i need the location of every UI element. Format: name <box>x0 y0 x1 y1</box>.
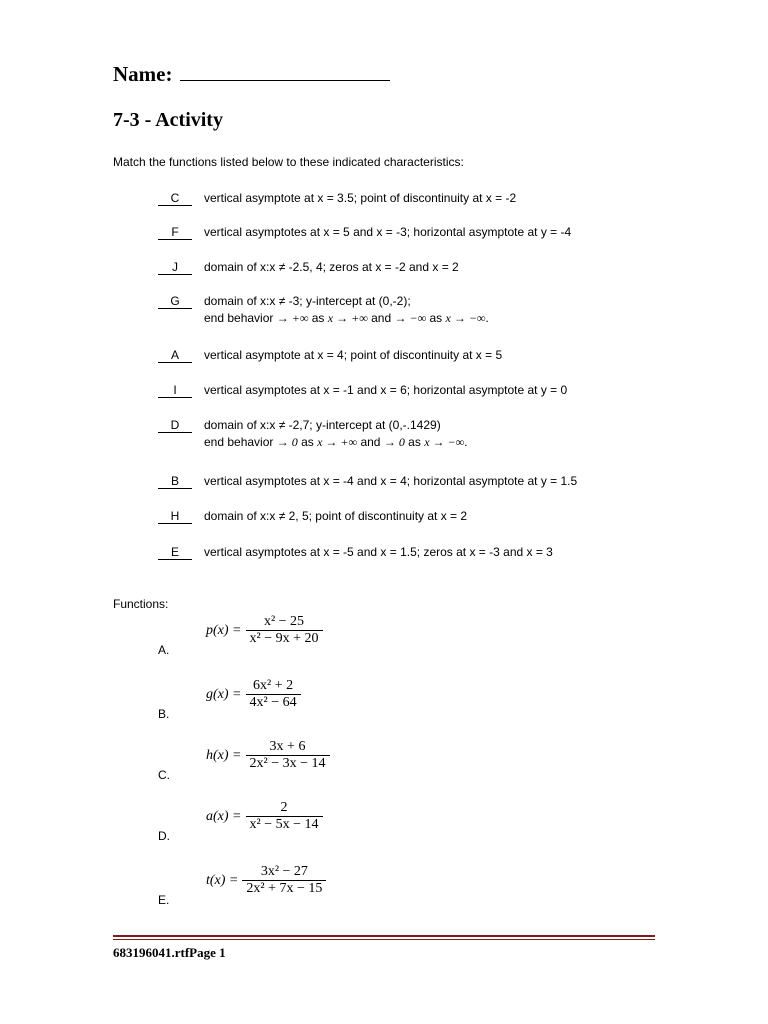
answer-blank: D <box>158 418 192 433</box>
and-word: and <box>371 311 392 325</box>
function-lhs: h(x) = <box>206 747 242 763</box>
numerator: 3x² − 27 <box>260 864 308 879</box>
match-item <box>158 509 468 524</box>
characteristic-text: domain of x:x ≠ 2, 5; point of discontinuity at x = 2 <box>204 509 468 523</box>
functions-heading: Functions: <box>113 597 169 611</box>
period: . <box>464 435 468 449</box>
answer-blank: A <box>158 348 192 363</box>
and-word: and <box>360 435 381 449</box>
function-letter: B. <box>158 707 170 721</box>
numerator: 2 <box>280 800 288 815</box>
characteristic-text: vertical asymptotes at x = -4 and x = 4; horizontal asymptote at y = 1.5 <box>204 474 578 488</box>
function-letter: D. <box>158 829 170 843</box>
footer-rule-thin <box>113 939 655 940</box>
denominator: x² − 9x + 20 <box>246 630 323 647</box>
denominator: x² − 5x − 14 <box>246 816 323 833</box>
answer-blank: J <box>158 260 192 275</box>
function-letter: A. <box>158 643 170 657</box>
end-behavior-line <box>204 311 489 326</box>
fraction <box>246 678 301 711</box>
function-letter: C. <box>158 768 170 782</box>
limit-left-value: → −∞ <box>394 311 427 325</box>
answer-blank: G <box>158 294 192 309</box>
denominator: 4x² − 64 <box>246 694 301 711</box>
function-formula <box>206 800 323 833</box>
answer-blank: C <box>158 191 192 206</box>
match-item <box>158 260 459 275</box>
limit-right-value: → +∞ <box>276 311 309 325</box>
x-to-minus-infinity: x → −∞ <box>445 311 486 325</box>
as-word: as <box>301 435 314 449</box>
characteristic-text: vertical asymptote at x = 3.5; point of discontinuity at x = -2 <box>204 191 517 205</box>
limit-right-value: → 0 <box>276 435 298 449</box>
characteristic-text: vertical asymptotes at x = -1 and x = 6; horizontal asymptote at y = 0 <box>204 383 568 397</box>
match-item <box>158 225 572 240</box>
match-item <box>158 418 468 449</box>
answer-blank: F <box>158 225 192 240</box>
function-letter: E. <box>158 893 170 907</box>
page-title: 7-3 - Activity <box>113 109 223 131</box>
fraction <box>246 614 323 647</box>
match-item <box>158 545 553 560</box>
end-behavior-label: end behavior <box>204 435 274 449</box>
characteristic-text: vertical asymptotes at x = 5 and x = -3; horizontal asymptote at y = -4 <box>204 225 572 239</box>
characteristic-text: vertical asymptote at x = 4; point of discontinuity at x = 5 <box>204 348 503 362</box>
match-item <box>158 294 489 325</box>
answer-blank: E <box>158 545 192 560</box>
numerator: 3x + 6 <box>269 739 306 754</box>
denominator: 2x² + 7x − 15 <box>242 880 326 897</box>
instructions: Match the functions listed below to these indicated characteristics: <box>113 155 464 169</box>
fraction <box>246 800 323 833</box>
numerator: x² − 25 <box>263 614 305 629</box>
match-item <box>158 383 568 398</box>
characteristic-text: vertical asymptotes at x = -5 and x = 1.5; zeros at x = -3 and x = 3 <box>204 545 553 559</box>
function-formula <box>206 739 330 772</box>
answer-blank: H <box>158 509 192 524</box>
x-to-plus-infinity: x → +∞ <box>317 435 358 449</box>
characteristic-text: domain of x:x ≠ -3; y-intercept at (0,-2); <box>204 294 411 308</box>
page-footer: 683196041.rtfPage 1 <box>113 945 226 960</box>
footer-rule <box>113 935 655 937</box>
limit-left-value: → 0 <box>383 435 405 449</box>
name-label: Name: <box>113 62 173 86</box>
answer-blank: B <box>158 474 192 489</box>
x-to-plus-infinity: x → +∞ <box>327 311 368 325</box>
period: . <box>485 311 489 325</box>
characteristic-text: domain of x:x ≠ -2,7; y-intercept at (0,-.1429) <box>204 418 441 432</box>
function-formula <box>206 864 326 897</box>
answer-blank: I <box>158 383 192 398</box>
x-to-minus-infinity: x → −∞ <box>424 435 465 449</box>
end-behavior-line <box>204 435 468 450</box>
function-lhs: t(x) = <box>206 872 239 888</box>
function-formula <box>206 614 323 647</box>
fraction <box>246 739 330 772</box>
numerator: 6x² + 2 <box>253 678 294 693</box>
match-item <box>158 348 503 363</box>
name-blank <box>180 62 390 81</box>
match-item <box>158 474 578 489</box>
function-lhs: a(x) = <box>206 808 242 824</box>
function-formula <box>206 678 301 711</box>
end-behavior-label: end behavior <box>204 311 274 325</box>
characteristic-text: domain of x:x ≠ -2.5, 4; zeros at x = -2 and x = 2 <box>204 260 459 274</box>
function-lhs: g(x) = <box>206 686 242 702</box>
fraction <box>242 864 326 897</box>
function-lhs: p(x) = <box>206 622 242 638</box>
as-word: as <box>429 311 443 325</box>
as-word: as <box>311 311 325 325</box>
name-field <box>113 62 390 87</box>
match-item <box>158 191 517 206</box>
denominator: 2x² − 3x − 14 <box>246 755 330 772</box>
as-word: as <box>408 435 421 449</box>
